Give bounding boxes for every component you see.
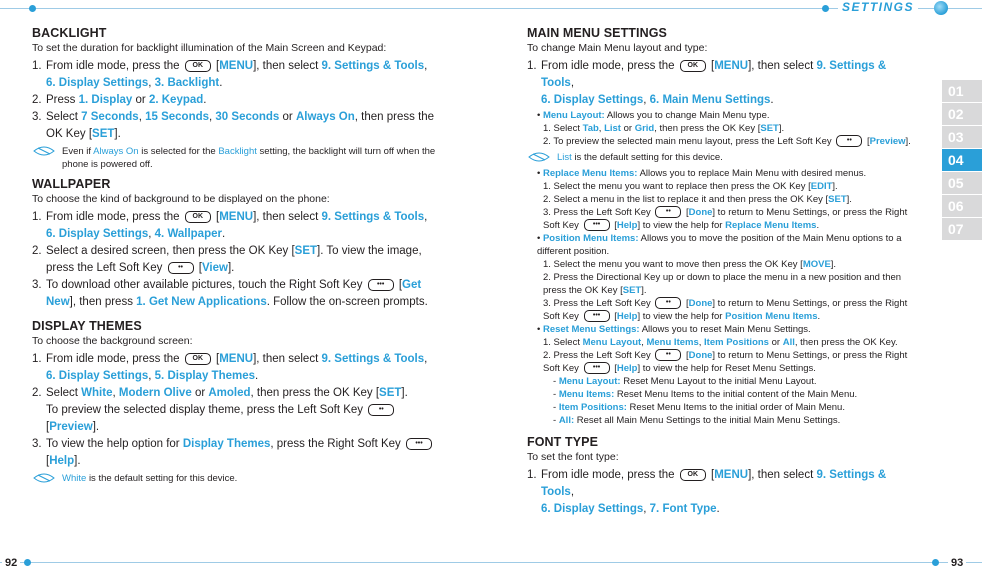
left-soft-key-icon: •• [655, 297, 681, 309]
left-soft-key-icon: •• [368, 404, 394, 416]
themes-desc: To choose the background screen: [32, 335, 193, 347]
chapter-tab[interactable]: 05 [942, 172, 982, 194]
backlight-step-1: 1. From idle mode, press the OK [MENU], then select 9. Settings & Tools, 6. Display Settings, 3. Backlight. [32, 60, 428, 89]
wallpaper-desc: To choose the kind of background to be displayed on the phone: [32, 193, 330, 205]
left-column [32, 26, 442, 491]
chapter-tab[interactable]: 01 [942, 80, 982, 102]
page-number-left: 92 [2, 557, 20, 569]
ok-key-icon: OK [185, 353, 211, 365]
fonttype-desc: To set the font type: [527, 451, 619, 463]
mainmenu-desc: To change Main Menu layout and type: [527, 42, 708, 54]
themes-note: White is the default setting for this device. [32, 472, 442, 485]
footer-rule [0, 562, 982, 563]
mainmenu-note: List is the default setting for this device. [527, 151, 922, 164]
note-icon [32, 472, 56, 484]
fonttype-heading: FONT TYPE [527, 435, 599, 449]
wallpaper-step-1: 1. From idle mode, press the OK [MENU], then select 9. Settings & Tools, 6. Display Settings, 4. Wallpaper. [32, 211, 428, 240]
header-bullet-icon [934, 1, 948, 15]
reset-menu-item: • Reset Menu Settings: Allows you to reset Main Menu Settings. [537, 324, 811, 335]
ok-key-icon: OK [680, 469, 706, 481]
right-soft-key-icon: ••• [368, 279, 394, 291]
ok-key-icon: OK [185, 211, 211, 223]
wallpaper-step-2: 2. Select a desired screen, then press the OK Key [SET]. To view the image, press the Left Soft Key •• [View]. [32, 245, 422, 274]
chapter-tabs [942, 80, 982, 241]
themes-step-3: 3. To view the help option for Display Themes, press the Right Soft Key ••• [Help]. [32, 436, 442, 470]
chapter-tab-active[interactable]: 04 [942, 149, 982, 171]
wallpaper-step-3: 3. To download other available pictures, touch the Right Soft Key ••• [Get New], then press 1. Get New Applications. Follow the on-screen prompts. [32, 279, 428, 308]
footer-dot-left [24, 559, 31, 566]
left-soft-key-icon: •• [168, 262, 194, 274]
section-title: settings [838, 0, 918, 16]
right-soft-key-icon: ••• [584, 219, 610, 231]
chapter-tab[interactable]: 07 [942, 218, 982, 240]
note-icon [32, 145, 56, 157]
footer-dot-right [932, 559, 939, 566]
page-number-right: 93 [948, 557, 966, 569]
right-soft-key-icon: ••• [584, 362, 610, 374]
note-icon [527, 151, 551, 163]
chapter-tab[interactable]: 06 [942, 195, 982, 217]
rule-dot-right [822, 5, 829, 12]
ok-key-icon: OK [680, 60, 706, 72]
backlight-note: Even if Always On is selected for the Backlight setting, the backlight will turn off when the phone is powered off. [32, 145, 442, 171]
header-rule [0, 8, 982, 9]
menu-layout-item: • Menu Layout: Allows you to change Main Menu type. [537, 110, 770, 121]
mainmenu-heading: MAIN MENU SETTINGS [527, 26, 667, 40]
themes-step-2: 2. Select White, Modern Olive or Amoled, then press the OK Key [SET]. To preview the selected display theme, press the Left Soft Key •• [Preview]. [32, 387, 408, 433]
right-soft-key-icon: ••• [406, 438, 432, 450]
backlight-heading: BACKLIGHT [32, 26, 107, 40]
backlight-desc: To set the duration for backlight illumination of the Main Screen and Keypad: [32, 42, 387, 54]
chapter-tab[interactable]: 02 [942, 103, 982, 125]
wallpaper-heading: WALLPAPER [32, 177, 111, 191]
right-column: MAIN MENU SETTINGS To change Main Menu layout and type: 1. From idle mode, press the OK [MENU], then select 9. Settings & Tools, 6. Display Settings, 6. Main Menu Settings. • Menu Layout: Allows you to change Main Menu type. 1. Select Tab, List or Grid, then press the OK Key [SET]. 2. To preview the selected main menu layout, press the Left Soft Key •• [Preview]. List is the default setting for this device. • Replace Menu Items: Allows you to replace Main Menu with desired menus. 1. Select the menu you want to replace then press the OK Key [EDIT]. 2. Select a menu in the list to replace it and then press the OK Key [SET]. 3. Press the Left Soft Key •• [Done] to return to Menu Settings, or press the Right Soft Key ••• [Help] to view the help for Replace Menu Items. • Position Menu Items: Allows you to move the position of the Main Menu options to a different position. 1. Select the menu you want to move then press the OK Key [MOVE]. 2. Press the Directional Key up or down to place the menu in a new position and then press the OK Key [SET]. 3. Press the Left Soft Key •• [Done] to return to Menu Settings, or press the Right Soft Key ••• [Help] to view the help for Position Menu Items. • Reset Menu Settings: Allows you to reset Main Menu Settings. 1. Select Menu Layout, Menu Items, Item Positions or All, then press the OK Key. 2. Press the Left Soft Key •• [Done] to return to Menu Settings, or press the Right Soft Key ••• [Help] to view the help for Reset Menu Settings. - Menu Layout: Reset Menu Layout to the initial Menu Layout. - Menu Items: Reset Menu Items to the initial content of the Main Menu. - Item Positions: Reset Menu Items to the initial order of Main Menu. - All: Reset all Main Menu Settings to the initial Main Menu Settings. FONT TYPE To set the font type: 1. From idle mode, press the OK [MENU], then select 9. Settings & Tools, 6. Display Settings, 7. Font Type. [527, 26, 922, 518]
left-soft-key-icon: •• [655, 349, 681, 361]
rule-dot-left [29, 5, 36, 12]
fonttype-step-1: 1. From idle mode, press the OK [MENU], then select 9. Settings & Tools, 6. Display Settings, 7. Font Type. [527, 469, 887, 515]
backlight-step-2: 2. Press 1. Display or 2. Keypad. [32, 94, 207, 106]
right-soft-key-icon: ••• [584, 310, 610, 322]
ok-key-icon: OK [185, 60, 211, 72]
themes-heading: DISPLAY THEMES [32, 319, 142, 333]
themes-step-1: 1. From idle mode, press the OK [MENU], then select 9. Settings & Tools, 6. Display Settings, 5. Display Themes. [32, 353, 428, 382]
replace-menu-item: • Replace Menu Items: Allows you to replace Main Menu with desired menus. [537, 168, 867, 179]
left-soft-key-icon: •• [655, 206, 681, 218]
mainmenu-step-1: 1. From idle mode, press the OK [MENU], then select 9. Settings & Tools, 6. Display Settings, 6. Main Menu Settings. [527, 60, 887, 106]
position-menu-item: • Position Menu Items: Allows you to move the position of the Main Menu options to a different position. [537, 233, 902, 257]
left-soft-key-icon: •• [836, 135, 862, 147]
backlight-step-3: 3. Select 7 Seconds, 15 Seconds, 30 Seconds or Always On, then press the OK Key [SET]. [32, 111, 435, 140]
chapter-tab[interactable]: 03 [942, 126, 982, 148]
